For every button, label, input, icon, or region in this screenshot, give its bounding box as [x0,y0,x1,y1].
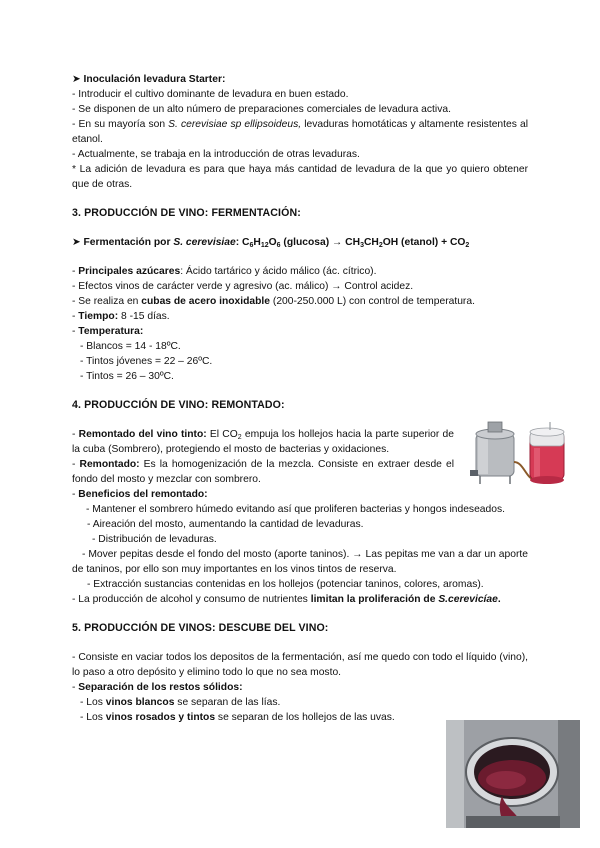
cubas-line: - Se realiza en cubas de acero inoxidable (200-250.000 L) con control de temperatura. [72,296,475,307]
remontado-vino-tinto: - Remontado del vino tinto: El $CO_2$ empuja los hollejos hacia la parte superior de la cuba (Sombrero), protegiendo el mosto de bacterias y oxidaciones. [72,429,455,455]
inoculacion-line-2: - Se disponen de un alto número de preparaciones comerciales de levadura activa. [72,104,451,115]
inoculacion-heading: ➤ Inoculación levadura Starter: [72,74,226,85]
temp-blancos: - Blancos = 14 - 18ºC. [80,341,181,352]
separacion-blancos: - Los vinos blancos se separan de las lías. [80,697,281,708]
descube-description: - Consiste en vaciar todos los depositos de la fermentación, así me quedo con todo el líquido (vino), lo paso a otro depósito y elimino todo lo que no sea mosto. [72,652,528,678]
beneficio-2: - Aireación del mosto, aumentando la cantidad de levaduras. [87,519,364,530]
temperatura-line: - Temperatura: [72,326,144,337]
beneficio-1: - Mantener el sombrero húmedo evitando así que proliferen bacterias y hongos indeseados. [86,504,505,515]
separacion-rosados-tintos: - Los vinos rosados y tintos se separan de los hollejos de las uvas. [80,712,395,723]
section-3-heading: 3. PRODUCCIÓN DE VINO: FERMENTACIÓN: [72,207,301,219]
efectos-line: - Efectos vinos de carácter verde y agresivo (ac. málico) → Control acidez. [72,281,414,292]
document-page [72,72,528,725]
remontado-tanks-image [468,418,570,490]
temp-tintos-jovenes: - Tintos jóvenes = 22 – 26ºC. [80,356,213,367]
remontado-definition: - Remontado: Es la homogenización de la mezcla. Consiste en extraer desde el fondo del mosto y mezclar con sombrero. [72,459,454,485]
inoculacion-line-4: - Actualmente, se trabaja en la introducción de otras levaduras. [72,149,360,160]
descube-tank-photo [446,720,580,828]
section-5-heading: 5. PRODUCCIÓN DE VINOS: DESCUBE DEL VINO: [72,622,329,634]
temp-tintos: - Tintos = 26 – 30ºC. [80,371,174,382]
beneficio-5: - Extracción sustancias contenidas en los hollejos (potenciar taninos, colores, aromas). [87,579,484,590]
tiempo-line: - Tiempo: 8 -15 días. [72,311,170,322]
separacion-heading: - Separación de los restos sólidos: [72,682,243,693]
beneficio-3: - Distribución de levaduras. [92,534,217,545]
beneficio-4: - Mover pepitas desde el fondo del mosto (aporte taninos). → Las pepitas me van a dar un aporte de taninos, por ello son muy importantes en los vinos tintos de reserva. [72,549,528,575]
principales-azucares: - Principales azúcares: Ácido tartárico y ácido málico (ác. cítrico). [72,266,377,277]
fermentation-equation: ➤ Fermentación por S. cerevisiae: $C_6H_{12}O_6$ $(glucosa) \to CH_3CH_2OH$ (etanol) + $CO_2$ [72,237,470,249]
remontado-block [72,427,454,487]
beneficios-heading: - Beneficios del remontado: [72,489,208,500]
inoculacion-line-3: - En su mayoría son S. cerevisiae sp ellipsoideus, levaduras homotáticas y altamente resistentes al etanol. [72,119,528,145]
beneficio-6: - La producción de alcohol y consumo de nutrientes limitan la proliferación de S.cerevicíae. [72,594,501,605]
inoculacion-line-1: - Introducir el cultivo dominante de levadura en buen estado. [72,89,349,100]
inoculacion-note: * La adición de levadura es para que haya más cantidad de levadura de la que yo quiero obtener que de otras. [72,164,528,190]
section-4-heading: 4. PRODUCCIÓN DE VINO: REMONTADO: [72,399,285,411]
